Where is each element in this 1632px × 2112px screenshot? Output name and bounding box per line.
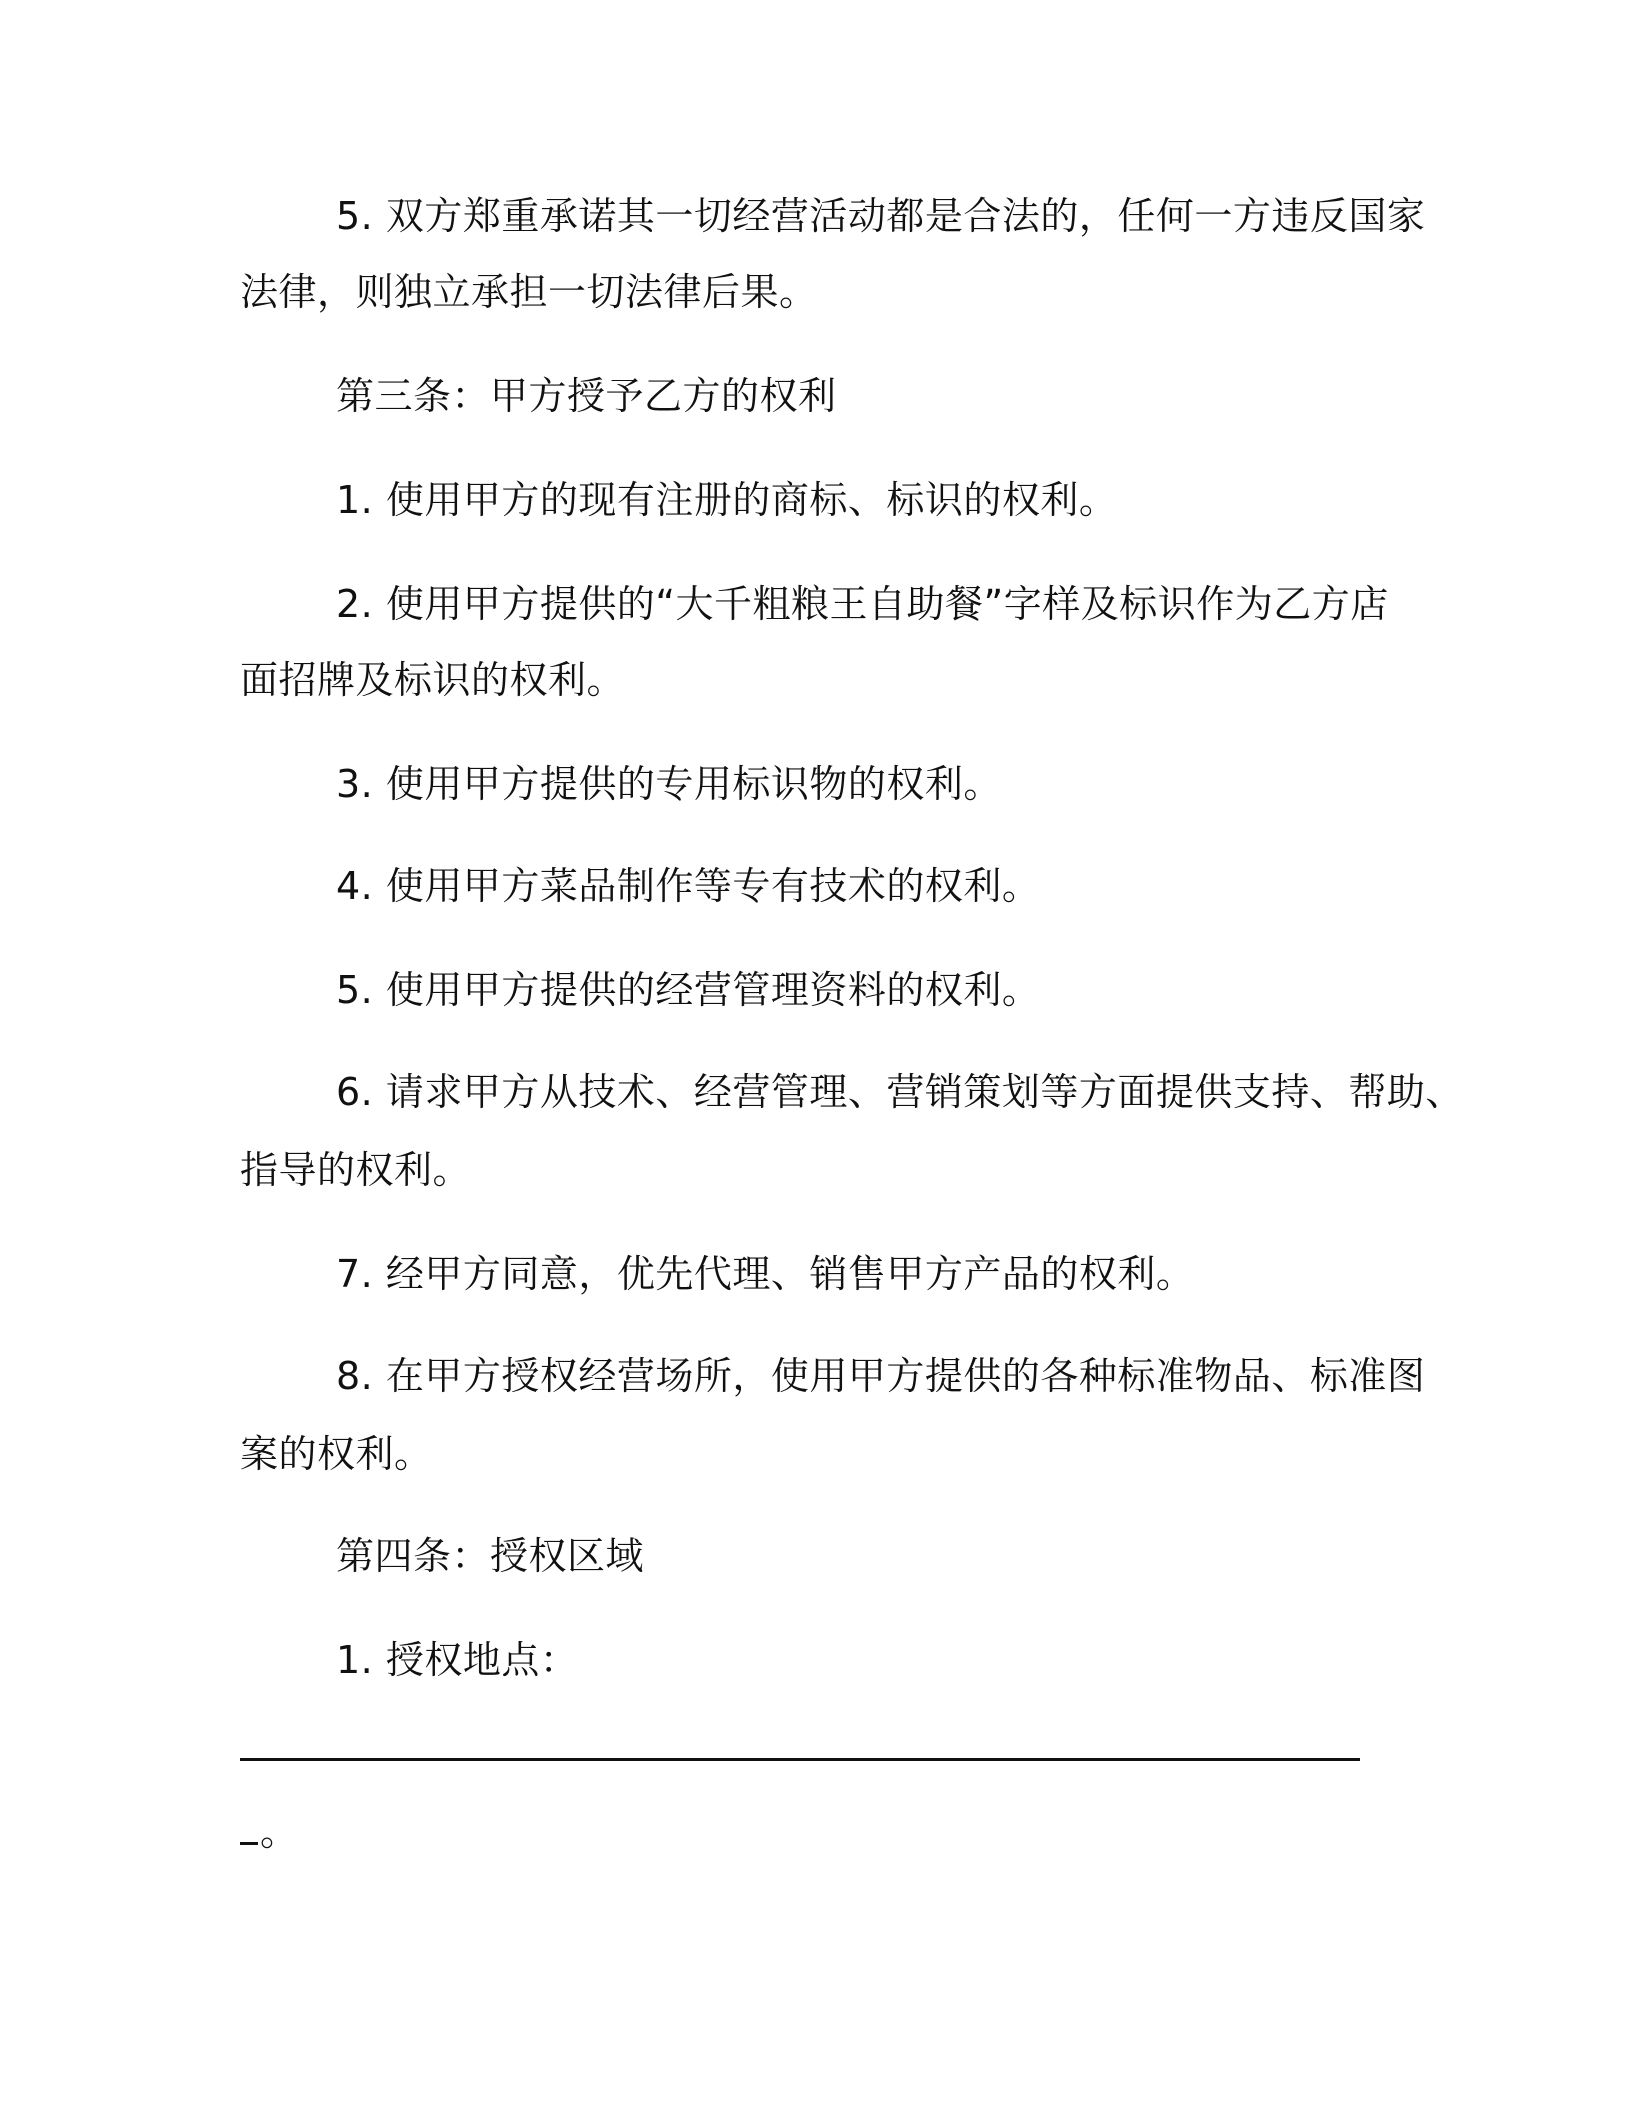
location-fill-blank-end [240, 1808, 298, 1856]
clause-3-item-2-line-1: 2. 使用甲方提供的“大千粗粮王自助餐”字样及标识作为乙方店 [336, 582, 1389, 626]
clause-3-item-8-line-2: 案的权利。 [240, 1432, 433, 1476]
clause-3-item-1: 1. 使用甲方的现有注册的商标、标识的权利。 [336, 478, 1118, 522]
clause-3-item-4: 4. 使用甲方菜品制作等专有技术的权利。 [336, 864, 1041, 908]
location-fill-blank-line [240, 1758, 1360, 1761]
clause-4-heading: 第四条：授权区域 [336, 1534, 645, 1578]
clause-3-item-7: 7. 经甲方同意，优先代理、销售甲方产品的权利。 [336, 1252, 1195, 1296]
clause-2-item-5-line-1: 5. 双方郑重承诺其一切经营活动都是合法的，任何一方违反国家 [336, 194, 1426, 238]
clause-3-heading: 第三条：甲方授予乙方的权利 [336, 374, 837, 418]
clause-3-item-6-line-1: 6. 请求甲方从技术、经营管理、营销策划等方面提供支持、帮助、 [336, 1070, 1464, 1114]
clause-3-item-3: 3. 使用甲方提供的专用标识物的权利。 [336, 762, 1002, 806]
clause-3-item-6-line-2: 指导的权利。 [240, 1148, 472, 1192]
clause-4-item-1-label: 1. 授权地点： [336, 1638, 579, 1682]
clause-3-item-8-line-1: 8. 在甲方授权经营场所，使用甲方提供的各种标准物品、标准图 [336, 1354, 1426, 1398]
blank-underscore-fragment [240, 1812, 258, 1845]
period-mark: 。 [260, 1810, 299, 1854]
clause-3-item-5: 5. 使用甲方提供的经营管理资料的权利。 [336, 968, 1041, 1012]
clause-2-item-5-line-2: 法律，则独立承担一切法律后果。 [240, 270, 818, 314]
clause-3-item-2-line-2: 面招牌及标识的权利。 [240, 658, 626, 702]
